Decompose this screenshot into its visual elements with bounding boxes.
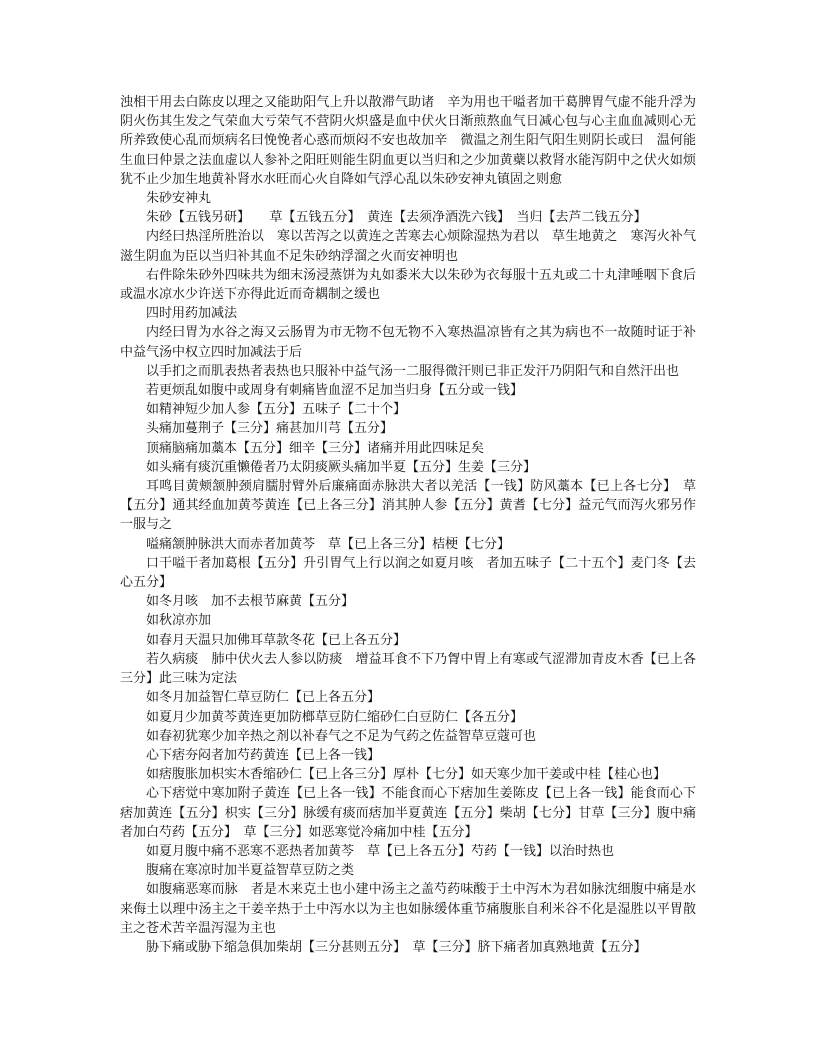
paragraph: 如精神短少加人参【五分】五味子【二十个】 [146, 402, 407, 418]
paragraph: 如冬月加益智仁草豆防仁【已上各五分】 [146, 690, 381, 706]
paragraph: 口干嗌干者加葛根【五分】升引胃气上行以润之如夏月咳 者加五味子【二十五个】麦门冬【去心五分】 [120, 555, 696, 591]
paragraph: 内经曰热淫所胜治以 寒以苦泻之以黄连之苦寒去心烦除湿热为君以 草生地黄之 寒泻火补气滋生阴血为臣以当归补其血不足朱砂纳浮溜之火而安神明也 [120, 229, 696, 264]
paragraph: 头痛加蔓荆子【三分】痛甚加川芎【五分】 [146, 421, 394, 437]
paragraph: 如夏月腹中痛不恶寒不恶热者加黄芩 草【已上各五分】芍药【一钱】以治时热也 [146, 843, 615, 859]
paragraph: 如腹痛恶寒而脉 者是木来克土也小建中汤主之盖芍药味酸于土中泻木为君如脉沈细腹中痛是水来侮土以理中汤主之干姜辛热于土中泻水以为主也如脉缓体重节痛腹胀自利米谷不化是湿胜以平胃散主之苍术苦辛温泻湿为主也 [120, 882, 696, 936]
paragraph: 顶痛脑痛加藁本【五分】细辛【三分】诸痛并用此四味足矣 [146, 440, 485, 456]
paragraph: 如春月天温只加佛耳草款冬花【已上各五分】 [146, 632, 407, 648]
paragraph: 如冬月咳 加不去根节麻黄【五分】 [146, 594, 355, 610]
paragraph: 如夏月少加黄芩黄连更加防榔草豆防仁缩砂仁白豆防仁【各五分】 [146, 709, 524, 725]
section-heading: 四时用药加减法 [146, 306, 238, 322]
paragraph: 嗌痛颔肿脉洪大而赤者加黄芩 草【已上各三分】桔梗【七分】 [146, 536, 511, 552]
paragraph: 如秋凉亦加 [146, 613, 212, 629]
section-heading: 朱砂安神丸 [146, 191, 212, 207]
paragraph: 耳鸣目黄颊颔肿颈肩臑肘臂外后廉痛面赤脉洪大者以羌活【一钱】防风藁本【已上各七分】 草【五分】通其经血加黄芩黄连【已上各三分】消其肿人参【五分】黄耆【七分】益元气而泻火邪另作一服与之 [120, 479, 696, 533]
paragraph: 以手扪之而肌表热者表热也只服补中益气汤一二服得微汗则已非正发汗乃阴阳气和自然汗出也 [146, 363, 680, 379]
paragraph: 浊相干用去白陈皮以理之又能助阳气上升以散滞气助诸 辛为用也干嗌者加干葛脾胃气虚不能升浮为阴火伤其生发之气荣血大亏荣气不营阴火炽盛是血中伏火日渐煎熬血气日减心包与心主血血减则心无所养致使心乱而烦病名曰悗悗者心惑而烦闷不安也故加辛 微温之剂生阳气阳生则阴长或曰 温何能生血曰仲景之法血虚以人参补之阳旺则能生阴血更以当归和之少加黄蘗以救肾水能泻阴中之伏火如烦犹不止少加生地黄补肾水水旺而心火自降如气浮心乱以朱砂安神丸镇固之则愈 [120, 95, 696, 187]
document-page [120, 93, 696, 957]
paragraph: 腹痛在寒凉时加半夏益智草豆防之类 [146, 863, 355, 879]
paragraph: 如痞腹胀加枳实木香缩砂仁【已上各三分】厚朴【七分】如天寒少加干姜或中桂【桂心也】 [146, 767, 667, 783]
paragraph: 心下痞夯闷者加芍药黄连【已上各一钱】 [146, 747, 381, 763]
paragraph: 如头痛有痰沉重懒倦者乃太阴痰厥头痛加半夏【五分】生姜【三分】 [146, 459, 537, 475]
paragraph: 心下痞觉中寒加附子黄连【已上各一钱】不能食而心下痞加生姜陈皮【已上各一钱】能食而心下痞加黄连【五分】枳实【三分】脉缓有痰而痞加半夏黄连【五分】柴胡【七分】甘草【三分】腹中痛者加白芍药【五分】 草【三分】如恶寒觉冷痛加中桂【五分】 [120, 786, 696, 840]
paragraph: 若更烦乱如腹中或周身有刺痛皆血涩不足加当归身【五分或一钱】 [146, 383, 524, 399]
paragraph: 内经曰胃为水谷之海又云肠胃为市无物不包无物不入寒热温凉皆有之其为病也不一故随时证于补中益气汤中权立四时加减法于后 [120, 325, 696, 360]
paragraph: 右件除朱砂外四味共为细末汤浸蒸饼为丸如黍米大以朱砂为衣每服十五丸或二十丸津唾咽下食后或温水凉水少许送下亦得此近而奇耦制之缓也 [120, 267, 696, 303]
paragraph: 若久病痰 肺中伏火去人参以防痰 增益耳食不下乃胷中胃上有寒或气涩滞加青皮木香【已上各三分】此三味为定法 [120, 651, 696, 687]
paragraph: 朱砂【五钱另研】 草【五钱五分】 黄连【去须净酒洗六钱】 当归【去芦二钱五分】 [146, 210, 647, 226]
paragraph: 胁下痛或胁下缩急俱加柴胡【三分甚则五分】 草【三分】脐下痛者加真熟地黄【五分】 [146, 939, 647, 955]
paragraph: 如春初犹寒少加辛热之剂以补春气之不足为气药之佐益智草豆蔻可也 [146, 728, 537, 744]
